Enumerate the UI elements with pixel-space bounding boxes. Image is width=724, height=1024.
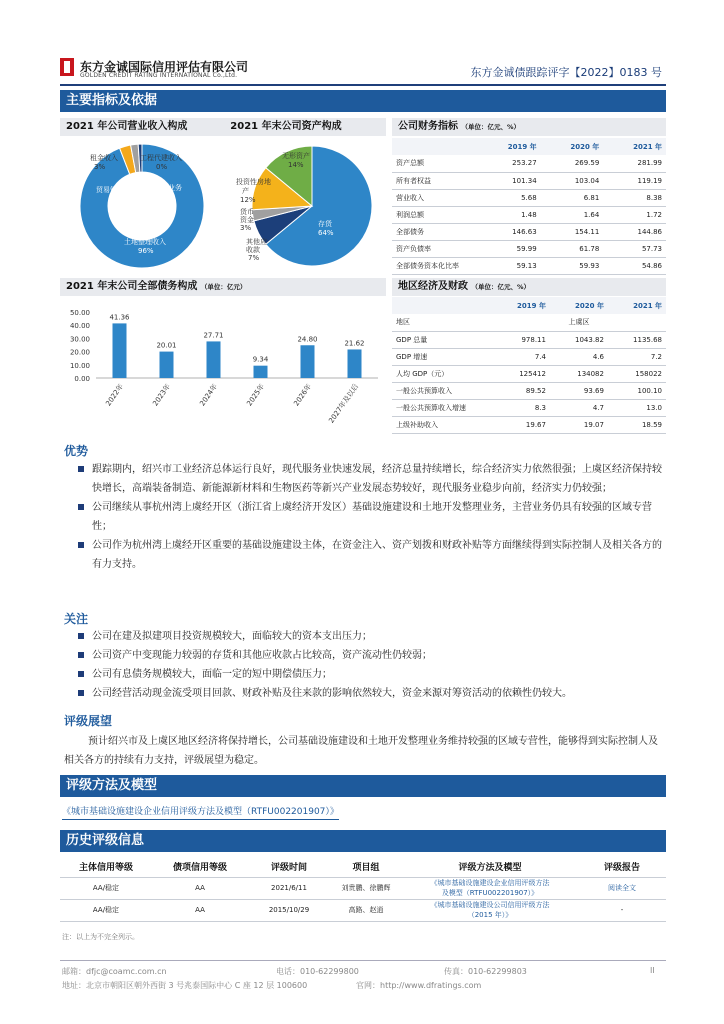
footer-address: 地址：北京市朝阳区朝外西街 3 号兆泰国际中心 C 座 12 层 100600 [62,981,308,990]
cell: 134082 [550,365,608,382]
bar-5 [348,349,362,378]
region-year: 2021 年 [608,297,666,314]
table-row [392,223,666,240]
pie2-label-cash: 货币资金 3% [240,208,254,232]
table-row [392,172,666,189]
bar-value-label: 9.34 [252,355,269,364]
row-label: 上级补助收入 [392,416,492,433]
cell: 269.59 [541,155,604,172]
cell: 7.4 [492,348,550,365]
col-header: 评级报告 [603,863,640,874]
table-row [392,314,666,331]
cell: 154.11 [541,223,604,240]
region-table-header [392,297,666,314]
region-subheader [392,278,666,296]
table-row [392,240,666,257]
row-label: 资产负债率 [392,240,478,257]
row-label: GDP 增速 [392,348,492,365]
pie2-label-investment: 投资性房地产 12% [236,178,271,204]
cell: 119.19 [603,172,666,189]
method-line: 《城市基础设施建设公司信用评级方法 [430,901,550,909]
method-line: 《城市基础设施建设企业信用评级方法 [430,879,550,887]
cell: 101.34 [478,172,541,189]
section-history: 历史评级信息 [60,830,666,852]
pie-subheader [60,118,386,136]
cell: 8.38 [603,189,666,206]
company-name-cn: 东方金诚国际信用评估有限公司 [80,60,249,74]
method-line: 及模型（RTFU002201907）》 [441,889,539,897]
col-header: 项目组 [352,863,380,874]
cell: 89.52 [492,382,550,399]
cell: 93.69 [550,382,608,399]
cell: 57.73 [603,240,666,257]
cell: 281.99 [603,155,666,172]
pie-charts [60,140,386,270]
finance-table-unit: （单位：亿元、%） [461,123,520,131]
finance-subheader [392,118,666,136]
list-item: 公司经营活动现金流受项目回款、财政补贴及往来款的影响依然较大，资金来源对筹资活动的依赖性仍较大。 [74,684,666,703]
section-main-indicators: 主要指标及依据 [60,90,666,112]
cell: 1135.68 [608,331,666,348]
col-header: 主体信用等级 [78,863,133,874]
pie2-label-receivables: 其他应收款 7% [246,238,267,262]
bar-value-label: 24.80 [297,335,318,344]
col-header: 评级方法及模型 [458,863,522,874]
pie1-label-rent-1: 租金收入 [90,154,118,162]
pie1-label-construction: 工程代建收入 0% [140,154,182,171]
table-row [392,348,666,365]
list-item: 跟踪期内，绍兴市工业经济总体运行良好，现代服务业快速发展，经济总量持续增长，综合经济实力依然很强；上虞区经济保持较快增长，高端装备制造、新能源新材料和生物医药等新兴产业发展态势较好，现代服务业稳步向前，经济实力仍较强； [74,460,666,498]
cell: 1.48 [478,206,541,223]
pie1-label-rent-2: 3% [94,163,106,171]
cell: 5.68 [478,189,541,206]
bar-value-label: 41.36 [109,313,130,322]
cell: 18.59 [608,416,666,433]
region-year: 2019 年 [492,297,550,314]
assets-pie-title: 2021 年末公司资产构成 [230,121,342,132]
table-row [60,899,666,921]
read-report-link[interactable]: 阅读全文 [578,877,666,899]
cell: 刘贵鹏、徐鹏辉 [330,877,402,899]
row-label: 一般公共预算收入增速 [392,399,492,416]
finance-year: 2020 年 [541,138,604,155]
table-row [392,331,666,348]
table-row [60,877,666,899]
cell: 978.11 [492,331,550,348]
list-item: 公司作为杭州湾上虞经开区重要的基础设施建设主体，在资金注入、资产划拨和财政补贴等方面继续得到实际控制人及相关各方的有力支持。 [74,536,666,574]
y-tick-label: 50.00 [69,309,90,317]
footer-email: 邮箱：dfjc@coamc.com.cn [62,967,167,976]
x-tick-label: 2022年 [104,382,126,408]
bar-value-label: 27.71 [203,331,224,340]
advantages-list [74,460,666,574]
row-label: 全部债务资本化比率 [392,257,478,274]
col-header: 债项信用等级 [172,863,227,874]
company-name-en: GOLDEN CREDIT RATING INTERNATIONAL Co.,Ltd. [80,72,238,79]
pie1-label-land: 土地整理收入 96% [124,238,166,255]
cell: 2015/10/29 [248,899,330,921]
cell: 54.86 [603,257,666,274]
cell: 103.04 [541,172,604,189]
cell: 100.10 [608,382,666,399]
cell-method[interactable] [402,877,578,899]
debt-chart-unit: （单位：亿元） [200,283,247,291]
cell: 高路、赵逍 [330,899,402,921]
outlook-title: 评级展望 [64,714,113,728]
table-row [392,416,666,433]
finance-year: 2021 年 [603,138,666,155]
pie1-label-other: 其他业务 2% [154,184,182,201]
cell: 6.81 [541,189,604,206]
cell: 13.0 [608,399,666,416]
debt-chart-title: 2021 年末公司全部债务构成 [66,281,198,292]
footer-phone: 电话：010-62299800 [276,967,359,976]
cell: 59.99 [478,240,541,257]
y-tick-label: 20.00 [69,348,90,357]
x-tick-label: 2026年 [292,382,314,408]
x-tick-label: 2023年 [151,382,173,408]
row-label: 全部债务 [392,223,478,240]
cell: - [578,899,666,921]
bar-value-label: 21.62 [344,339,365,348]
y-tick-label: 30.00 [69,335,90,344]
bar-4 [301,345,315,378]
bar-3 [254,366,268,378]
cell: 1.64 [541,206,604,223]
list-item: 公司有息债务规模较大，面临一定的短中期偿债压力； [74,665,666,684]
x-tick-label: 2025年 [245,382,267,408]
cell: 1.72 [603,206,666,223]
bar-1 [160,352,174,378]
x-tick-label: 2024年 [198,382,220,408]
cell: 19.67 [492,416,550,433]
footer-fax: 传真：010-62299803 [444,967,527,976]
cell: 1043.82 [550,331,608,348]
row-label: 人均 GDP（元） [392,365,492,382]
y-tick-label: 10.00 [69,361,90,370]
table-row [392,382,666,399]
concerns-title: 关注 [64,612,89,626]
region-table-unit: （单位：亿元、%） [471,283,530,291]
cell: 4.6 [550,348,608,365]
list-item: 公司继续从事杭州湾上虞经开区（浙江省上虞经济开发区）基础设施建设和土地开发整理业务，主营业务仍具有较强的区域专营性； [74,498,666,536]
finance-table [392,138,666,275]
region-name: 上虞区 [492,314,666,331]
cell: AA/稳定 [60,877,152,899]
pie1-label-trade: 贸易销售收入 1% [96,186,138,203]
cell: 125412 [492,365,550,382]
bar-0 [113,323,127,378]
finance-year: 2019 年 [478,138,541,155]
history-note: 注：以上为不完全列示。 [62,933,139,941]
debt-subheader [60,278,386,296]
row-label: GDP 总量 [392,331,492,348]
y-tick-label: 0.00 [74,375,90,383]
row-label: 营业收入 [392,189,478,206]
footer-divider [60,960,666,961]
row-label: 一般公共预算收入 [392,382,492,399]
cell-method[interactable] [402,899,578,921]
method-link[interactable]: 《城市基础设施建设企业信用评级方法及模型（RTFU002201907）》 [62,806,339,820]
section-method: 评级方法及模型 [60,775,666,797]
cell: 4.7 [550,399,608,416]
table-row [392,257,666,274]
cell: 7.2 [608,348,666,365]
logo-mark-inner [64,61,70,73]
cell: 253.27 [478,155,541,172]
outlook-text: 预计绍兴市及上虞区地区经济将保持增长，公司基础设施建设和土地开发整理业务维持较强的区域专营性，能够得到实际控制人及相关各方的持续有力支持，评级展望为稳定。 [64,736,658,766]
bar-value-label: 20.01 [156,341,177,350]
cell: 8.3 [492,399,550,416]
advantages-title: 优势 [64,444,89,458]
list-item: 公司资产中变现能力较弱的存货和其他应收款占比较高，资产流动性仍较弱； [74,646,666,665]
region-year: 2020 年 [550,297,608,314]
debt-bar-chart [60,300,386,430]
header-divider [60,84,666,86]
cell: 59.93 [541,257,604,274]
list-item: 公司在建及拟建项目投资规模较大，面临较大的资本支出压力； [74,627,666,646]
row-label: 所有者权益 [392,172,478,189]
cell: 19.07 [550,416,608,433]
bar-2 [207,341,221,378]
cell: AA [152,899,248,921]
footer-website: 官网：http://www.dfratings.com [356,981,482,990]
table-row [392,365,666,382]
x-tick-label: 2027年及以后 [327,382,361,425]
pie2-label-inventory: 存货 64% [318,220,334,237]
cell: 61.78 [541,240,604,257]
cell: AA [152,877,248,899]
cell: 158022 [608,365,666,382]
cell: 144.86 [603,223,666,240]
cell: 59.13 [478,257,541,274]
table-row [392,189,666,206]
row-label: 资产总额 [392,155,478,172]
cell: 2021/6/11 [248,877,330,899]
finance-table-header [392,138,666,155]
concerns-list [74,627,666,703]
cell: 146.63 [478,223,541,240]
pie2-label-intangible: 无形资产 14% [282,152,310,169]
document-number: 东方金诚债跟踪评字【2022】0183 号 [470,66,662,79]
page-number: II [650,966,655,975]
finance-table-title: 公司财务指标 [398,121,458,132]
history-header [60,857,666,877]
cell: AA/稳定 [60,899,152,921]
region-table [392,297,666,434]
history-table [60,857,666,922]
revenue-pie-title: 2021 年公司营业收入构成 [66,121,188,132]
region-table-title: 地区经济及财政 [398,281,468,292]
table-row [392,206,666,223]
table-row [392,399,666,416]
row-label: 利润总额 [392,206,478,223]
method-line: （2015 年）》 [467,911,513,919]
table-row [392,155,666,172]
row-label: 地区 [392,314,492,331]
col-header: 评级时间 [270,863,307,874]
y-tick-label: 40.00 [69,322,90,331]
